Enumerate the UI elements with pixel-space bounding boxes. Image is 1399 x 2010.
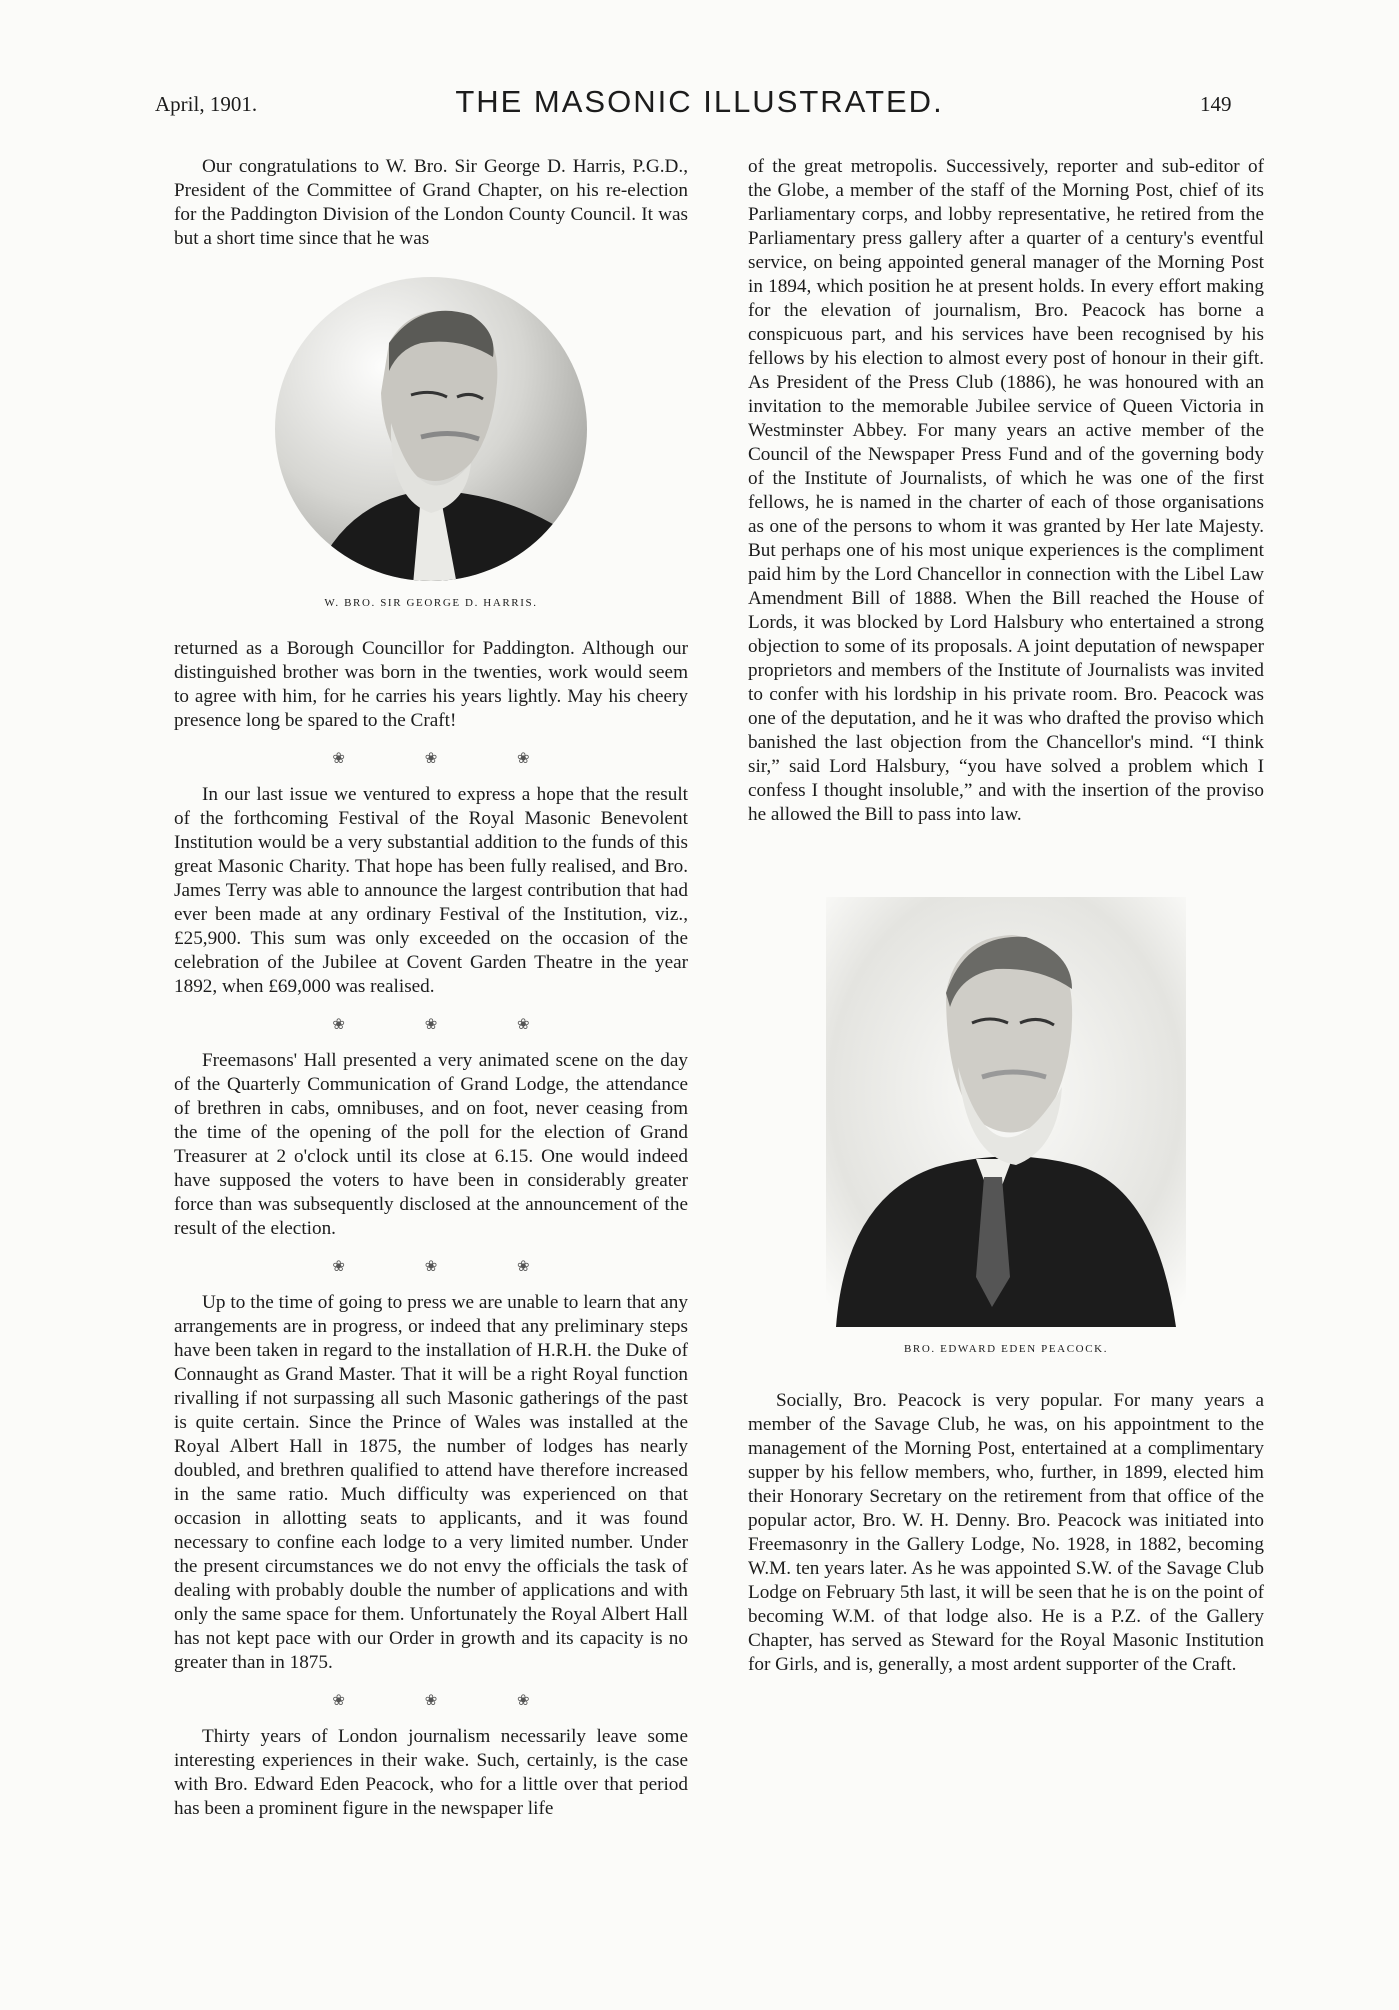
masthead-title: THE MASONIC ILLUSTRATED. (455, 84, 944, 119)
journalism-paragraph: Thirty years of London journalism necessarily leave some interesting experiences in their wake. Such, certainly, is the case with Bro. Edward Eden Peacock, who for a little over that period has been a prominent figure in the newspaper life (174, 1726, 688, 1819)
harris-portrait (271, 273, 591, 585)
section-separator: ❀ ❀ ❀ (332, 1017, 568, 1033)
peacock-caption: BRO. EDWARD EDEN PEACOCK. (903, 1343, 1109, 1355)
freemasons-hall-paragraph: Freemasons' Hall presented a very animated scene on the day of the Quarterly Communication of Grand Lodge, the attendance of brethren in cabs, omnibuses, and on foot, never ceasing from the time of the opening of the poll for the election of Grand Treasurer at 2 o'clock until its close at 6.15. One would indeed have supposed the voters to have been in considerably greater force than was subsequently disclosed at the announcement of the result of the election. (174, 1050, 688, 1239)
festival-paragraph: In our last issue we ventured to express a hope that the result of the forthcoming Festival of the Royal Masonic Benevolent Institution would be a very substantial addition to the funds of this great Masonic Charity. That hope has been fully realised, and Bro. James Terry was able to announce the largest contribution that had ever been made at any ordinary Festival of the Institution, viz., £25,900. This sum was only exceeded on the occasion of the celebration of the Jubilee at Covent Garden Theatre in the year 1892, when £69,000 was realised. (174, 784, 688, 997)
right-column (748, 155, 1264, 1677)
installation-paragraph: Up to the time of going to press we are unable to learn that any arrangements are in progress, or indeed that any preliminary steps have been taken in regard to the installation of H.R.H. the Duke of Connaught as Grand Master. That it will be a right Royal function rivalling if not surpassing all such Masonic gatherings of the past is quite certain. Since the Prince of Wales was installed at the Royal Albert Hall in 1875, the number of lodges has nearly doubled, and brethren qualified to attend have therefore increased in the same ratio. Much difficulty was experienced on that occasion in allotting seats to applicants, and it was found necessary to confine each lodge to a very limited number. Under the present circumstances we do not envy the officials the task of dealing with probably double the number of applications and with only the same space for them. Unfortunately the Royal Albert Hall has not kept pace with our Order in growth and its capacity is no greater than in 1875. (174, 1292, 688, 1673)
harris-caption: W. BRO. SIR GEORGE D. HARRIS. (324, 597, 538, 609)
section-separator: ❀ ❀ ❀ (332, 1693, 568, 1709)
page-header (0, 0, 1399, 120)
section-separator: ❀ ❀ ❀ (332, 751, 568, 767)
peacock-portrait (826, 897, 1186, 1327)
section-separator: ❀ ❀ ❀ (332, 1259, 568, 1275)
peacock-career-paragraph: of the great metropolis. Successively, reporter and sub-editor of the Globe, a member of the staff of the Morning Post, chief of its Parliamentary corps, and lobby representative, he retired from the Parliamentary press gallery after a quarter of a century's eventful service, on being appointed general manager of the Morning Post in 1894, which position he at present holds. In every effort making for the elevation of journalism, Bro. Peacock has borne a conspicuous part, and his services have been recognised by his fellows by his election to almost every post of honour in their gift. As President of the Press Club (1886), he was honoured with an invitation to the memorable Jubilee service of Queen Victoria in Westminster Abbey. For many years an active member of the Council of the Newspaper Press Fund and of the governing body of the Institute of Journalists, of which he was one of the first fellows, he is named in the charter of each of those organisations as one of the persons to whom it was granted by Her late Majesty. But perhaps one of his most unique experiences is the compliment paid him by the Lord Chancellor in connection with the Libel Law Amendment Bill of 1888. When the Bill reached the House of Lords, it was blocked by Lord Halsbury who entertained a strong objection to some of its proposals. A joint deputation of newspaper proprietors and members of the Institute of Journalists was invited to confer with his lordship in his private room. Bro. Peacock was one of the deputation, and he it was who drafted the proviso which banished the last objection from the Chancellor's mind. “I think sir,” said Lord Halsbury, “you have solved a problem which I confess I thought insoluble,” and with the insertion of the proviso he allowed the Bill to pass into law. (748, 156, 1264, 825)
issue-date: April, 1901. (155, 92, 258, 116)
harris-intro-paragraph: Our congratulations to W. Bro. Sir George D. Harris, P.G.D., President of the Committee of Grand Chapter, on his re-election for the Paddington Division of the London County Council. It was but a short time since that he was (174, 156, 688, 249)
harris-continued-paragraph: returned as a Borough Councillor for Paddington. Although our distinguished brother was born in the twenties, work would seem to agree with him, for he carries his years lightly. May his cheery presence long be spared to the Craft! (174, 638, 688, 731)
peacock-social-paragraph: Socially, Bro. Peacock is very popular. For many years a member of the Savage Club, he was, on his appointment to the management of the Morning Post, entertained at a complimentary supper by his fellow members, who, further, in 1899, elected him their Honorary Secretary on the retirement from that office of the popular actor, Bro. W. H. Denny. Bro. Peacock was initiated into Freemasonry in the Gallery Lodge, No. 1928, in 1882, becoming W.M. ten years later. As he was appointed S.W. of the Savage Club Lodge on February 5th last, it will be seen that he is on the point of becoming W.M. of that lodge also. He is a P.Z. of the Gallery Chapter, has served as Steward for the Royal Masonic Institution for Girls, and is, generally, a most ardent supporter of the Craft. (748, 1390, 1264, 1675)
page-number: 149 (1200, 92, 1232, 116)
left-column (174, 155, 688, 1821)
